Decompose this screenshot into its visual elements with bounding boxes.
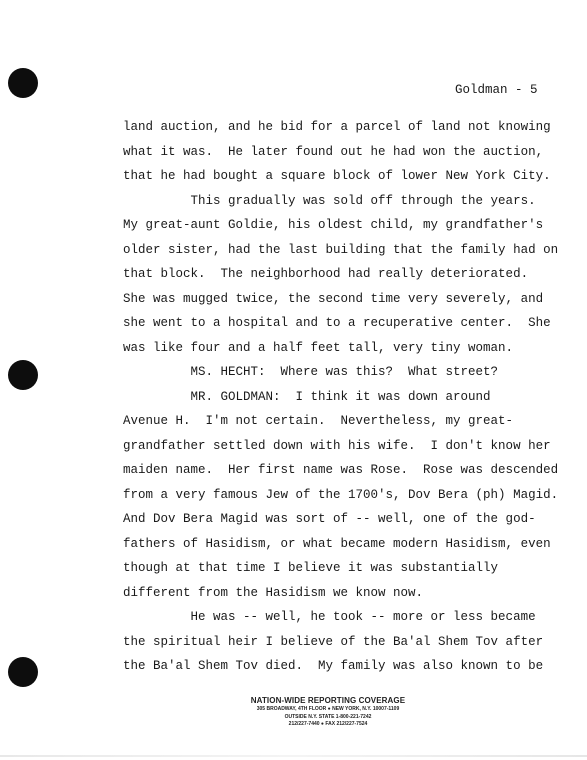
page-header: Goldman - 5	[455, 83, 538, 97]
transcript-line: older sister, had the last building that the family had on	[123, 242, 559, 257]
transcript-line: fathers of Hasidism, or what became modern Hasidism, even	[123, 536, 551, 551]
binder-hole-middle	[8, 360, 38, 390]
transcript-line: the spiritual heir I believe of the Ba'al Shem Tov after	[123, 634, 544, 649]
transcript-line: the Ba'al Shem Tov died. My family was also known to be	[123, 659, 544, 673]
transcript-line: maiden name. Her first name was Rose. Rose was descended	[123, 463, 559, 477]
transcript-line: from a very famous Jew of the 1700's, Dov Bera (ph) Magid.	[123, 487, 559, 502]
transcript-line: that block. The neighborhood had really deteriorated.	[123, 267, 529, 281]
footer-title: NATION-WIDE REPORTING COVERAGE	[250, 696, 406, 705]
transcript-line: MR. GOLDMAN: I think it was down around	[123, 389, 491, 404]
transcript-line: And Dov Bera Magid was sort of -- well, one of the god-	[123, 512, 536, 526]
transcript-line: She was mugged twice, the second time very severely, and	[123, 291, 544, 306]
footer-address: 305 BROADWAY, 4TH FLOOR ● NEW YORK, N.Y. 10007-1109	[256, 706, 400, 712]
transcript-line: My great-aunt Goldie, his oldest child, my grandfather's	[123, 218, 544, 232]
binder-hole-bottom	[8, 657, 38, 687]
reporting-service-footer	[228, 696, 428, 729]
transcript-line: was like four and a half feet tall, very tiny woman.	[123, 340, 514, 355]
transcript-line: MS. HECHT: Where was this? What street?	[123, 365, 499, 379]
footer-toll-free: OUTSIDE N.Y. STATE 1-800-221-7242	[284, 713, 372, 720]
transcript-line: This gradually was sold off through the years.	[123, 193, 536, 208]
transcript-body	[123, 115, 563, 679]
transcript-line: land auction, and he bid for a parcel of land not knowing	[123, 120, 551, 134]
binder-hole-top	[8, 68, 38, 98]
transcript-line: Avenue H. I'm not certain. Nevertheless, my great-	[123, 414, 514, 428]
transcript-line: that he had bought a square block of lower New York City.	[123, 169, 551, 183]
transcript-line: He was -- well, he took -- more or less became	[123, 610, 536, 624]
footer-phone-fax: 212/227-7440 ● FAX 212/227-7524	[288, 721, 368, 727]
transcript-line: what it was. He later found out he had won the auction,	[123, 144, 544, 159]
scan-edge-streak	[0, 755, 587, 757]
transcript-line: grandfather settled down with his wife. I don't know her	[123, 438, 551, 453]
transcript-line: different from the Hasidism we know now.	[123, 585, 424, 600]
transcript-line: she went to a hospital and to a recuperative center. She	[123, 316, 551, 330]
transcript-line: though at that time I believe it was substantially	[123, 561, 499, 575]
